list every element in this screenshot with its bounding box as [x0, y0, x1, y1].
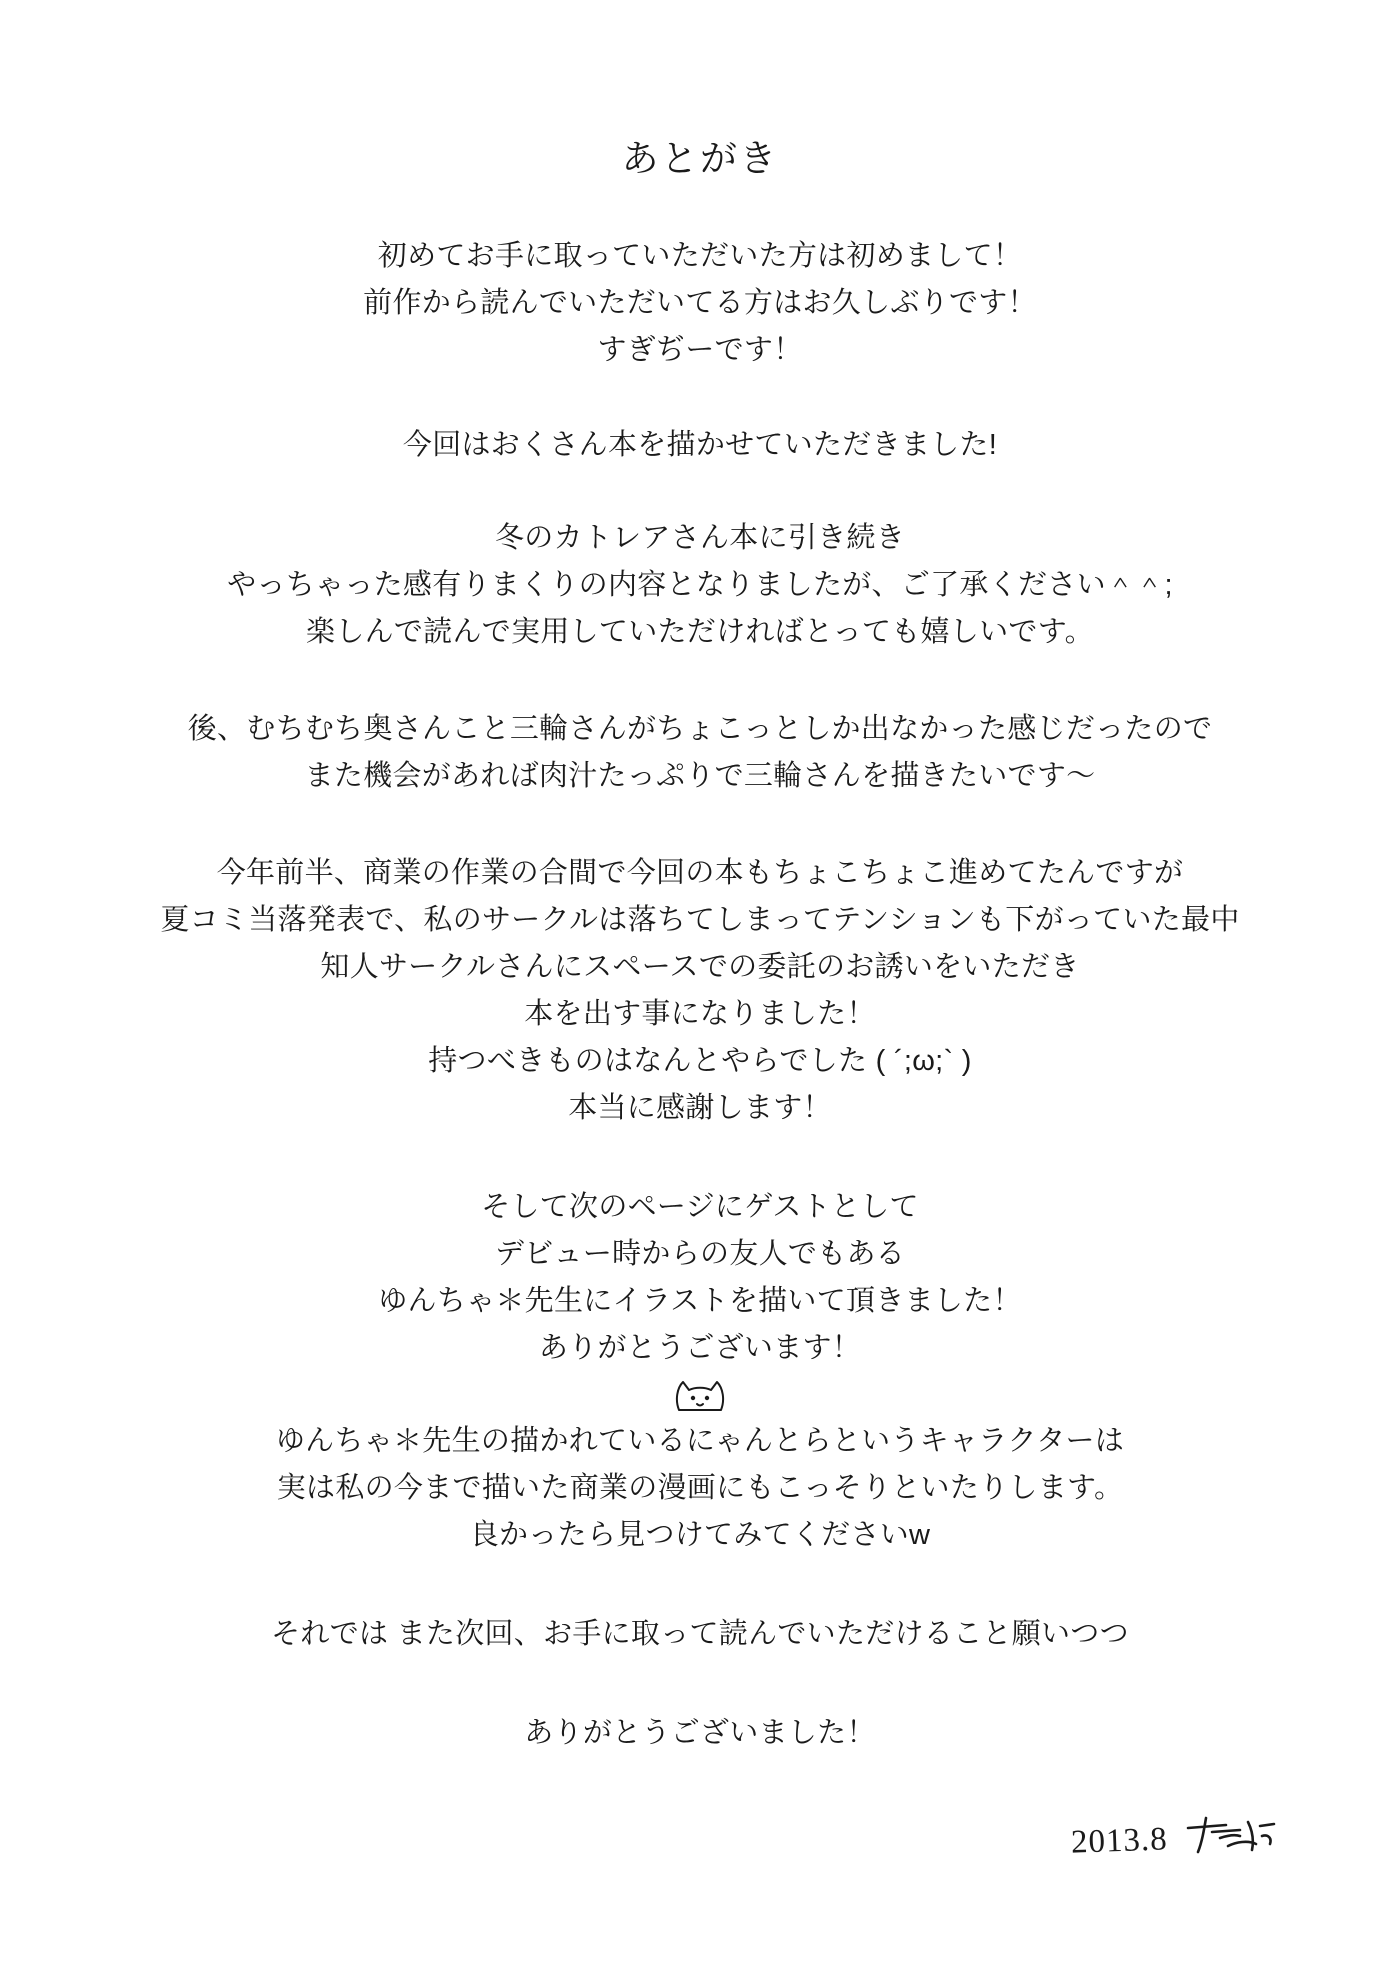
text-line: そして次のページにゲストとして: [481, 1190, 919, 1223]
text-line: それでは また次回、お手に取って読んでいただけること願いつつ: [271, 1617, 1129, 1650]
text-line: ありがとうございました！: [524, 1716, 876, 1749]
text-line: 楽しんで読んで実用していただければとっても嬉しいです。: [306, 616, 1094, 649]
paragraph-circle-story: [0, 850, 1400, 1132]
text-line: 本当に感謝します！: [568, 1091, 832, 1124]
paragraph-miwa-note: [0, 706, 1400, 800]
text-line: すぎぢーです！: [597, 334, 803, 367]
text-line: 良かったら見つけてみてくださいw: [469, 1518, 931, 1551]
paragraph-greeting: [0, 233, 1400, 374]
text-line: 本を出す事になりました！: [524, 998, 876, 1031]
text-line: 冬のカトレアさん本に引き続き: [494, 522, 906, 555]
text-line: 前作から読んでいただいてる方はお久しぶりです！: [363, 287, 1037, 320]
page-title: あとがき: [621, 138, 779, 179]
text-line: やっちゃった感有りまくりの内容となりましたが、ご了承ください＾＾;: [227, 569, 1173, 602]
text-line: 今年前半、商業の作業の合間で今回の本もちょこちょこ進めてたんですが: [216, 857, 1184, 890]
text-line: 初めてお手に取っていただいた方は初めまして！: [377, 240, 1023, 273]
paragraph-nyantora: [0, 1418, 1400, 1559]
paragraph-content-note: [0, 515, 1400, 656]
paragraph-theme: [0, 422, 1400, 469]
text-line: 実は私の今まで描いた商業の漫画にもこっそりといたりします。: [276, 1471, 1124, 1504]
signature-date: 2013.8: [1070, 1821, 1169, 1861]
paragraph-guest: [0, 1184, 1400, 1372]
text-line: 後、むちむち奥さんこと三輪さんがちょこっとしか出なかった感じだったので: [187, 713, 1213, 746]
text-line: 夏コミ当落発表で、私のサークルは落ちてしまってテンションも下がっていた最中: [160, 904, 1240, 937]
handwritten-signature-icon: [1182, 1812, 1278, 1860]
paragraph-closing: [0, 1611, 1400, 1658]
text-line: また機会があれば肉汁たっぷりで三輪さんを描きたいです〜: [304, 760, 1096, 793]
text-line: デビュー時からの友人でもある: [494, 1237, 906, 1270]
signature: [1071, 1812, 1278, 1860]
text-line: 今回はおくさん本を描かせていただきました!: [402, 429, 998, 462]
text-line: 知人サークルさんにスペースでの委託のお誘いをいただき: [320, 951, 1080, 984]
paragraph-thanks: [0, 1710, 1400, 1757]
text-line: ありがとうございます！: [538, 1331, 862, 1364]
text-line: ゆんちゃ＊先生にイラストを描いて頂きました！: [378, 1284, 1022, 1317]
cat-face-icon: [669, 1376, 731, 1416]
text-line: 持つべきものはなんとやらでした ( ´;ω;` ): [428, 1044, 972, 1077]
text-line: ゆんちゃ＊先生の描かれているにゃんとらというキャラクターは: [275, 1424, 1125, 1457]
